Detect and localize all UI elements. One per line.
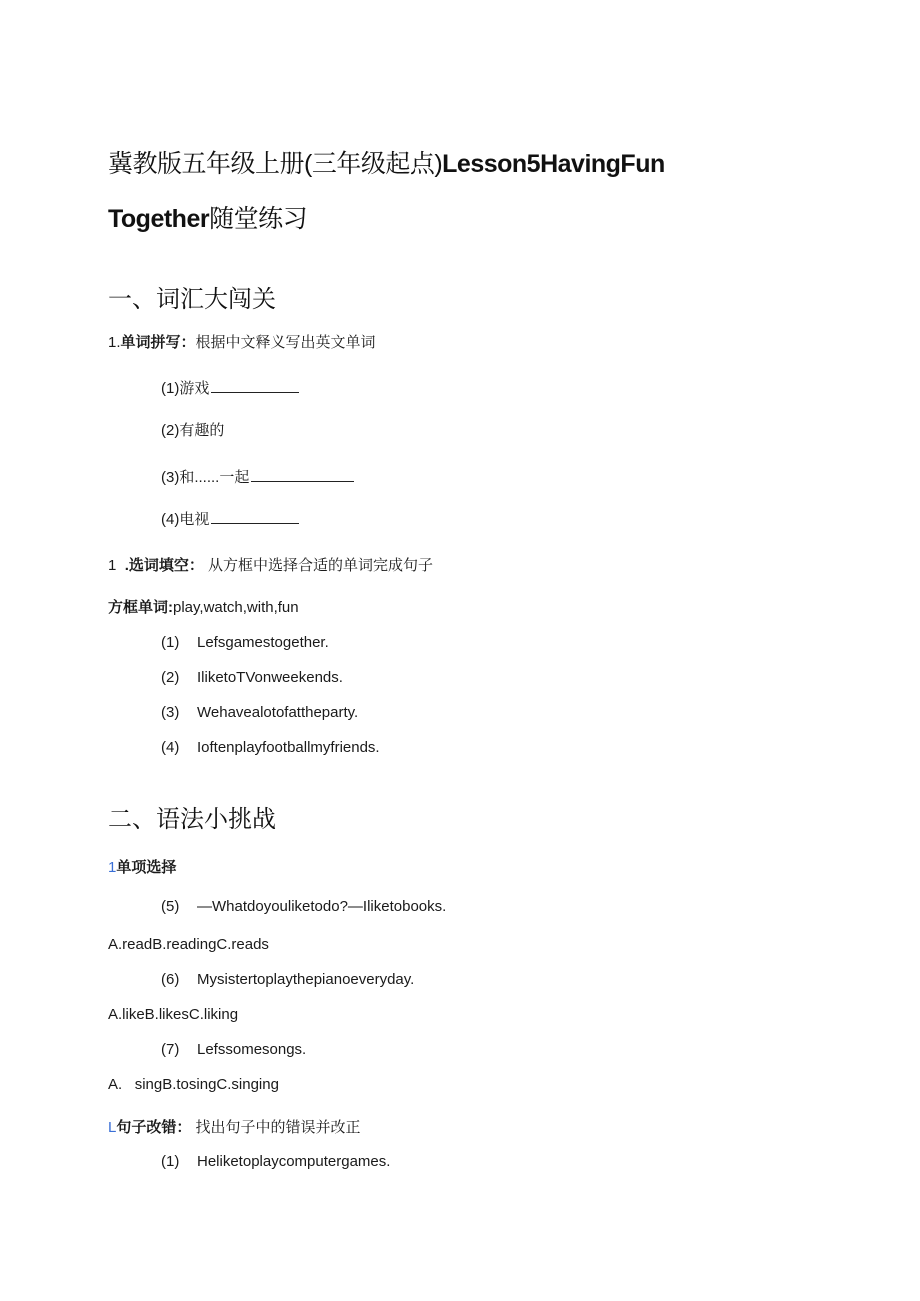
- section-heading-grammar: 二、语法小挑战: [108, 806, 276, 833]
- doc-title-line1: [108, 144, 665, 180]
- fill-item: (3) Wehavealotofattheparty.: [161, 704, 359, 721]
- title-cn-cont: 随堂练习: [209, 205, 308, 233]
- correction-item: (1) Heliketoplaycomputergames.: [161, 1153, 391, 1170]
- choice-options: A. singB.tosingC.singing: [108, 1076, 279, 1093]
- spelling-item: (3)和......一起: [161, 466, 354, 487]
- question-sentence-correction: L句子改错： 找出句子中的错误并改正: [108, 1119, 361, 1136]
- choice-item: (6) Mysistertoplaythepianoeveryday.: [161, 971, 415, 988]
- fill-item: (4) Ioftenplayfootballmyfriends.: [161, 739, 380, 756]
- question-fill-in: 1 .选词填空： 从方框中选择合适的单词完成句子: [108, 557, 434, 574]
- spelling-item: (4)电视: [161, 508, 299, 529]
- section-heading-vocab: 一、词汇大闯关: [108, 286, 276, 313]
- spelling-item: (2)有趣的: [161, 422, 225, 439]
- answer-blank[interactable]: [211, 378, 299, 393]
- spelling-item: (1)游戏: [161, 377, 299, 398]
- answer-blank[interactable]: [211, 509, 299, 524]
- question-spelling: 1.单词拼写：根据中文释义写出英文单词: [108, 334, 376, 351]
- doc-title-line2: [108, 199, 307, 235]
- title-en-cont: Together: [108, 205, 210, 233]
- choice-item: (7) Lefssomesongs.: [161, 1041, 307, 1058]
- question-multiple-choice: 1单项选择: [108, 859, 177, 876]
- title-en: Lesson5HavingFun: [442, 150, 665, 178]
- fill-item: (2) IliketoTVonweekends.: [161, 669, 343, 686]
- word-box: 方框单词:play,watch,with,fun: [108, 599, 299, 616]
- choice-options: A.readB.readingC.reads: [108, 936, 269, 953]
- choice-item: (5) —Whatdoyouliketodo?—Iliketobooks.: [161, 898, 447, 915]
- answer-blank[interactable]: [251, 467, 354, 482]
- choice-options: A.likeB.likesC.liking: [108, 1006, 239, 1023]
- title-cn: 冀教版五年级上册(三年级起点): [108, 150, 443, 178]
- fill-item: (1) Lefsgamestogether.: [161, 634, 329, 651]
